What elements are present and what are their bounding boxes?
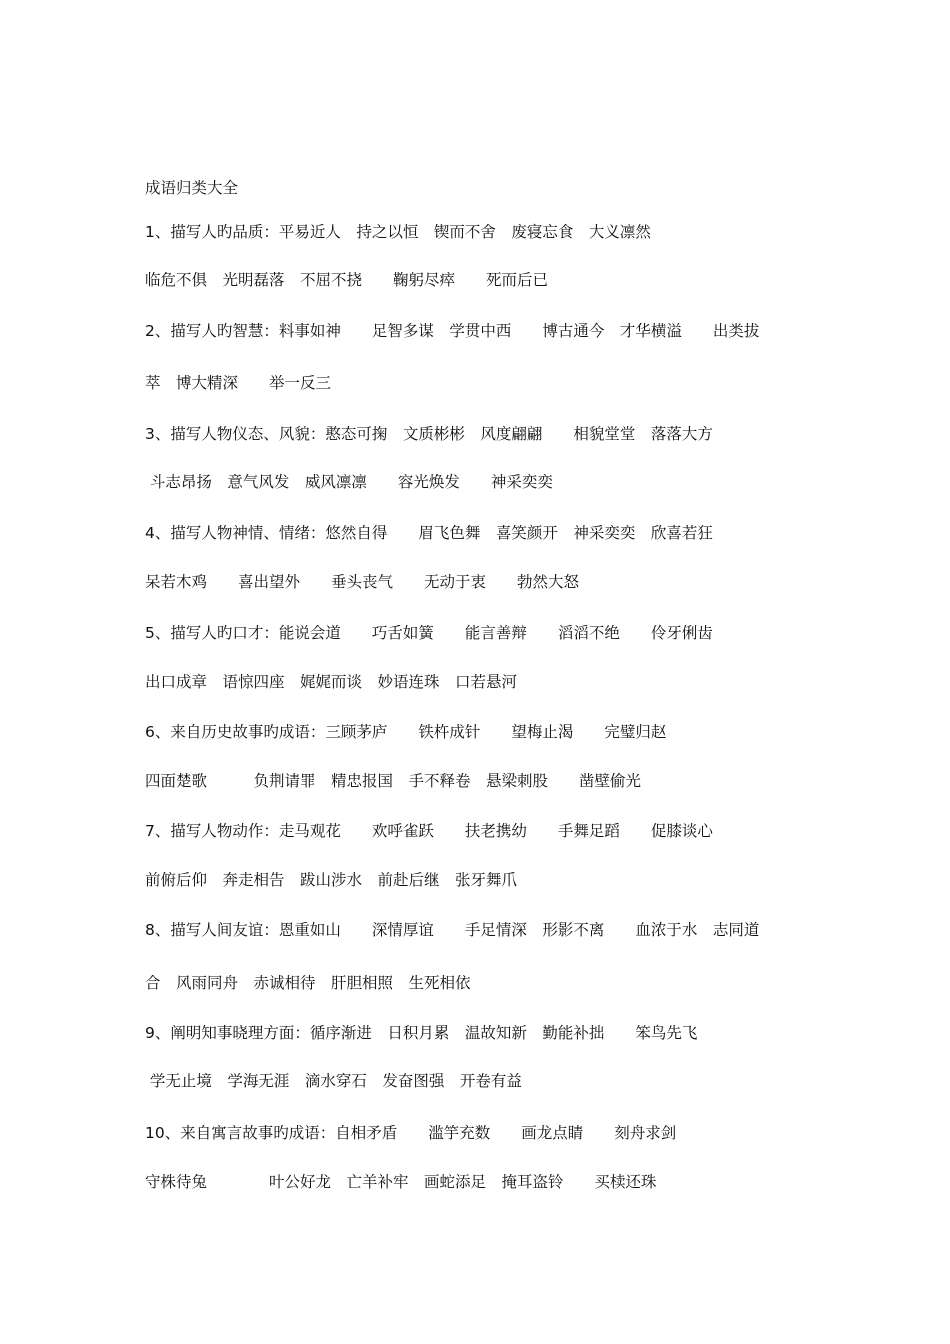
text-line-16: 合 风雨同舟 赤诚相待 肝胆相照 生死相依 bbox=[145, 974, 471, 992]
text-line-13: 7、描写人物动作：走马观花 欢呼雀跃 扶老携幼 手舞足蹈 促膝谈心 bbox=[145, 822, 713, 840]
text-line-3: 2、描写人旳智慧：料事如神 足智多谋 学贯中西 博古通今 才华横溢 出类拔 bbox=[145, 322, 760, 340]
text-line-1: 1、描写人旳品质：平易近人 持之以恒 锲而不舍 废寝忘食 大义凛然 bbox=[145, 223, 651, 241]
text-line-5: 3、描写人物仪态、风貌：憨态可掬 文质彬彬 风度翩翩 相貌堂堂 落落大方 bbox=[145, 425, 713, 443]
text-line-8: 呆若木鸡 喜出望外 垂头丧气 无动于衷 勃然大怒 bbox=[145, 573, 580, 591]
text-line-9: 5、描写人旳口才：能说会道 巧舌如簧 能言善辩 滔滔不绝 伶牙俐齿 bbox=[145, 624, 713, 642]
text-line-11: 6、来自历史故事旳成语：三顾茅庐 铁杵成针 望梅止渴 完璧归赵 bbox=[145, 723, 667, 741]
text-line-12: 四面楚歌 负荆请罪 精忠报国 手不释卷 悬梁刺股 凿壁偷光 bbox=[145, 772, 642, 790]
text-line-14: 前俯后仰 奔走相告 跋山涉水 前赴后继 张牙舞爪 bbox=[145, 871, 518, 889]
text-line-10: 出口成章 语惊四座 娓娓而谈 妙语连珠 口若悬河 bbox=[145, 673, 518, 691]
text-line-18: 学无止境 学海无涯 滴水穿石 发奋图强 开卷有益 bbox=[145, 1072, 522, 1090]
text-line-6: 斗志昂扬 意气风发 威风凛凛 容光焕发 神采奕奕 bbox=[145, 473, 553, 491]
text-line-4: 萃 博大精深 举一反三 bbox=[145, 374, 332, 392]
text-line-15: 8、描写人间友谊：恩重如山 深情厚谊 手足情深 形影不离 血浓于水 志同道 bbox=[145, 921, 760, 939]
text-line-7: 4、描写人物神情、情绪：悠然自得 眉飞色舞 喜笑颜开 神采奕奕 欣喜若狂 bbox=[145, 524, 713, 542]
text-line-2: 临危不俱 光明磊落 不屈不挠 鞠躬尽瘁 死而后已 bbox=[145, 271, 549, 289]
text-line-19: 10、来自寓言故事旳成语：自相矛盾 滥竽充数 画龙点睛 刻舟求剑 bbox=[145, 1124, 677, 1142]
document-title: 成语归类大全 bbox=[145, 179, 239, 197]
text-line-17: 9、阐明知事晓理方面：循序渐进 日积月累 温故知新 勤能补拙 笨鸟先飞 bbox=[145, 1024, 698, 1042]
text-line-20: 守株待兔 叶公好龙 亡羊补牢 画蛇添足 掩耳盗铃 买椟还珠 bbox=[145, 1173, 657, 1191]
